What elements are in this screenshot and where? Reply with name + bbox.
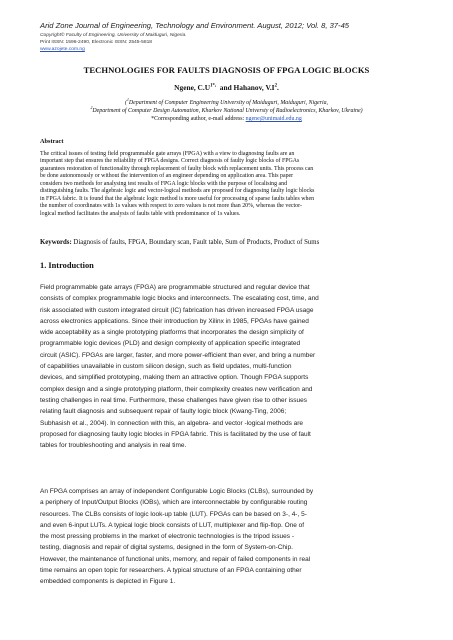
abstract-line: considers two methods for analysing test results of FPGA logic blocks with the purpose of localising and: [40, 180, 288, 187]
paragraph-line: programmable logic devices (PLD) and design complexity of application specific integrated: [40, 340, 301, 348]
paragraph-line: risk associated with custom integrated circuit (IC) fabrication has driven increased FPGA usage: [40, 306, 314, 314]
keywords: [40, 239, 319, 246]
affiliation-1-text: Department of Computer Engineering University of Maiduguri, Maiduguri, Nigeria,: [128, 100, 328, 106]
keywords-text: Diagnosis of faults, FPGA, Boundary scan, Fault table, Sum of Products, Product of Sums: [73, 239, 320, 246]
paragraph-line: complex design and a single prototyping platform, their complexity creates new verification and: [40, 385, 313, 393]
keywords-label: Keywords:: [40, 239, 72, 246]
paragraph-line: devices, and simplified prototyping, making them an attractive option. Though FPGA supports: [40, 374, 309, 382]
journal-title: Arid Zone Journal of Engineering, Technology and Environment. August, 2012; Vol. 8, 37-45: [40, 21, 350, 30]
paragraph-line: time remains an open topic for researchers. A typical structure of an FPGA containing other: [40, 567, 302, 575]
author-line: [0, 83, 453, 92]
affiliation-2-text: Department of Computer Design Automation, Kharkov National Universty of Radioelectronics, Kharkov, Ukraine): [92, 108, 363, 114]
paragraph-line: Field programmable gate arrays (FPGA) are programmable structured and regular device that: [40, 284, 310, 291]
paragraph-line: tables for troubleshooting and analysis in real time.: [40, 442, 187, 450]
abstract-line: logical method facilitates the analysis of faults table with predominance of 1s values.: [40, 210, 241, 217]
paragraph-line: resources. The CLBs consists of logic look-up table (LUT). FPGAs can be based on 3-, 4-, 5-: [40, 510, 307, 518]
paragraph-line: However, the maintenance of functional units, memory, and repair of failed components in real: [40, 555, 311, 563]
paragraph-line: Subhasish et al., 2004). In connection with this, an algebra- and vector -logical methods are: [40, 419, 304, 427]
author-1: Ngene, C.U: [174, 83, 211, 92]
author-2-mark: 2: [274, 83, 277, 89]
paragraph-line: a periphery of Input/Output Blocks (IOBs), which are interconnectable by configurable routing: [40, 499, 308, 507]
intro-paragraph-1: [40, 282, 413, 451]
abstract-line: in FPGA fabric. It is found that the algebraic logic method is more useful for processing of sparse faults tables when: [40, 195, 315, 202]
paragraph-line: across electronics applications. Since their introduction by Xilinx in 1985, FPGAs have gained: [40, 317, 309, 325]
abstract-line: guarantees restoration of functionality through replacement of faulty block with replacement units. This process can: [40, 165, 314, 172]
paragraph-line: testing, diagnosis and repair of digital systems, designed in the form of System-on-Chip.: [40, 544, 293, 552]
author-1-mark: 1*,: [210, 83, 217, 89]
paragraph-line: An FPGA comprises an array of independent Configurable Logic Blocks (CLBs), surrounded by: [40, 488, 314, 495]
corresponding-author: [0, 116, 453, 122]
paragraph-line: relating fault diagnosis and subsequent repair of faulty logic block (Kwang-Ting, 2006;: [40, 408, 287, 416]
abstract-line: important step that ensures the reliability of FPGA designs. Correct diagnosis of faulty logic blocks of FPGAs: [40, 158, 300, 165]
paragraph-line: of capabilities unavailable in custom silicon design, such as field updates, multi-function: [40, 363, 292, 371]
email-link[interactable]: ngene@unimaid.edu.ng: [245, 116, 302, 122]
affiliation-1: ($^1$Department of Computer Engineering University of Maiduguri, Maiduguri, Nigeria,: [124, 98, 328, 106]
paragraph-line: embedded components is depicted in Figure 1.: [40, 578, 176, 586]
affiliation-2: [0, 108, 453, 114]
paragraph-line: consists of complex programmable logic blocks and interconnects. The escalating cost, time, and: [40, 295, 319, 303]
abstract-line: be done autonomously or without the intervention of an engineer depending on application area. This paper: [40, 173, 294, 180]
corresponding-label: *Corresponding author, e-mail address:: [151, 116, 245, 122]
paragraph-line: and even 6-input LUTs. A typical logic block consists of LUT, multiplexer and flip-flop. One of: [40, 521, 305, 529]
affiliation-1-mark: 1: [126, 98, 129, 103]
paragraph-line: testing challenges in real time. Furthermore, these challenges have given rise to other issues: [40, 396, 308, 404]
paragraph-line: proposed for diagnosing faulty logic blocks in FPGA fabric. This is facilitated by the use of fault: [40, 430, 311, 438]
paragraph-line: wide acceptability as a single prototyping platforms that incorporates the design simplicity of: [40, 329, 304, 337]
section-heading-introduction: 1. Introduction: [40, 261, 94, 270]
paragraph-line: the most pressing problems in the market of electronic technologies is the tripod issues -: [40, 533, 294, 541]
paper-title: TECHNOLOGIES FOR FAULTS DIAGNOSIS OF FPGA LOGIC BLOCKS: [83, 65, 370, 75]
journal-website-link[interactable]: www.azojete.com.ng: [40, 47, 85, 52]
issn-line: Print ISSN: 1596-2490, Electronic ISSN: 2545-5818: [40, 40, 153, 45]
affiliation-2-mark: 2: [90, 106, 93, 111]
abstract-line: the number of coordinates with 1s values with respect to zero values is not more than 20%, whereas the vector-: [40, 203, 302, 210]
intro-paragraph-2: [40, 486, 413, 588]
abstract-text: [40, 151, 413, 218]
abstract-line: distinguishing faults. The algebraic logic and vector-logical methods are proposed for diagnosing faulty logic blocks: [40, 188, 315, 195]
paragraph-line: circuit (ASIC). FPGAs are larger, faster, and more power-efficient than ever, and bring a number: [40, 351, 316, 359]
abstract-line: The critical issues of testing field programmable gate arrays (FPGA) with a view to diagnosing faults are an: [40, 151, 295, 157]
copyright-line: Copyright© Faculty of Engineering, University of Maiduguri, Nigeria.: [40, 33, 187, 38]
author-line-end: .: [276, 83, 279, 92]
abstract-heading: Abstract: [40, 138, 64, 145]
author-2: and Hahanov, V.I: [219, 83, 275, 92]
